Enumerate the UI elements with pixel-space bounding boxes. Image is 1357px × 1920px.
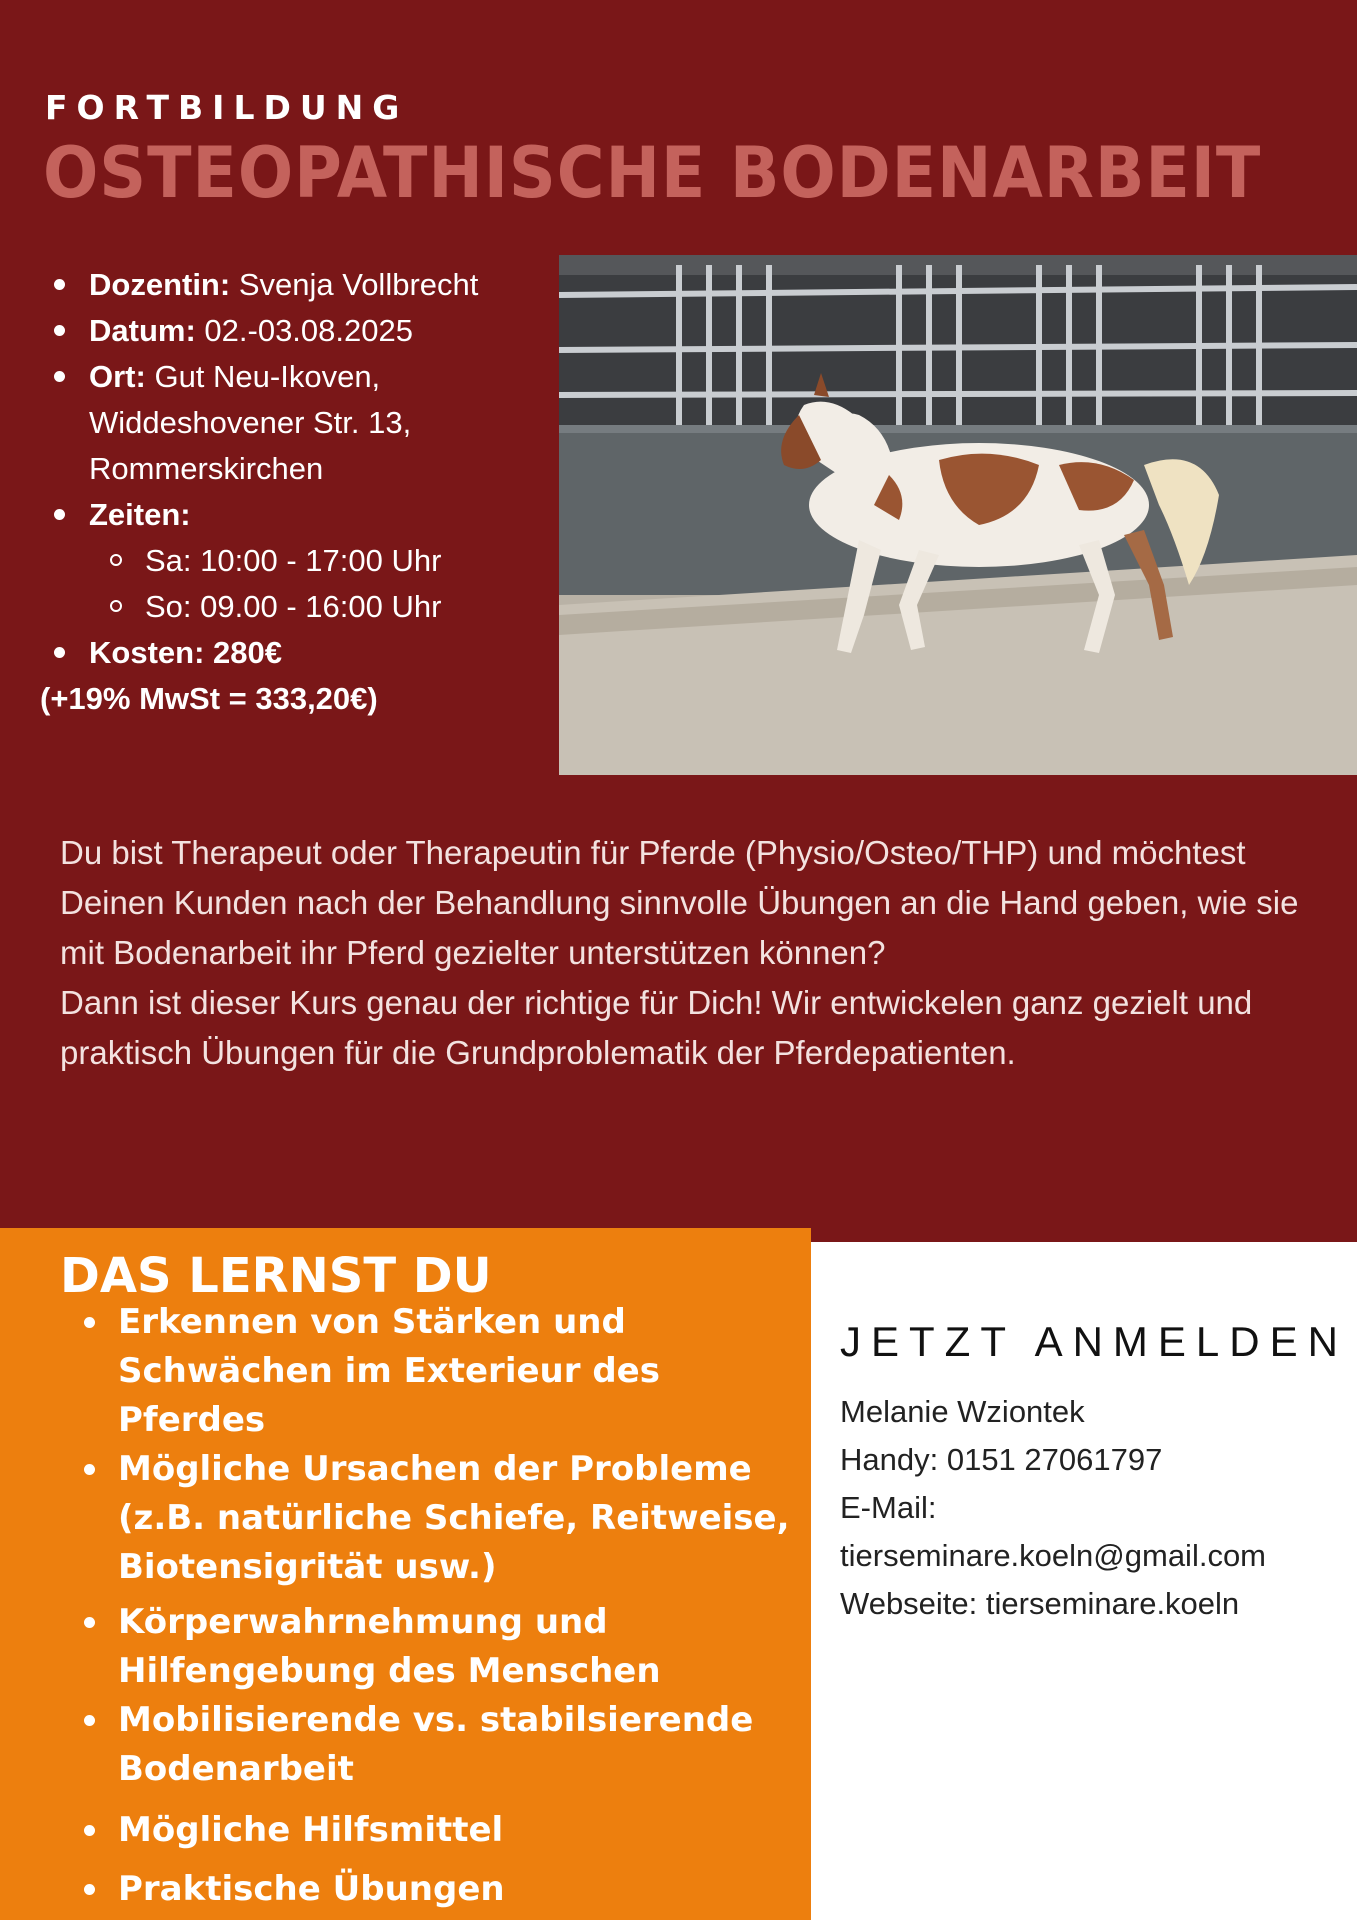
contact-email-label: E-Mail: bbox=[840, 1490, 937, 1525]
learn-item-text: Körperwahrnehmung und Hilfengebung des Menschen bbox=[118, 1602, 661, 1691]
bullet-icon bbox=[84, 1317, 95, 1328]
fact-lecturer-label: Dozentin: bbox=[89, 267, 231, 302]
time-saturday-text: Sa: 10:00 - 17:00 Uhr bbox=[145, 543, 442, 578]
learn-heading: DAS LERNST DU bbox=[60, 1248, 492, 1304]
contact-phone[interactable]: Handy: 0151 27061797 bbox=[840, 1442, 1163, 1477]
fact-location-line3: Rommerskirchen bbox=[89, 451, 324, 486]
fact-cost bbox=[45, 630, 550, 676]
intro-paragraph-1: Du bist Therapeut oder Therapeutin für Pferde (Physio/Osteo/THP) und möchtest Deinen Kunden nach der Behandlung sinnvolle Übungen an die Hand geben, wie sie mit Bodenarbeit ihr Pferd gezielter unterstützen können? bbox=[60, 834, 1299, 971]
learn-item bbox=[80, 1298, 800, 1445]
bullet-icon bbox=[84, 1715, 95, 1726]
contact-details bbox=[840, 1388, 1266, 1628]
circle-bullet-icon bbox=[110, 554, 122, 566]
fact-location bbox=[45, 354, 550, 400]
contact-website[interactable]: Webseite: tierseminare.koeln bbox=[840, 1586, 1240, 1621]
learn-item-text: Mögliche Hilfsmittel bbox=[118, 1810, 504, 1850]
bullet-icon bbox=[84, 1617, 95, 1628]
page-title: OSTEOPATHISCHE BODENARBEIT bbox=[43, 132, 1262, 214]
fact-times bbox=[45, 492, 550, 538]
fact-time-saturday bbox=[45, 538, 550, 584]
bullet-icon bbox=[54, 509, 65, 520]
bullet-icon bbox=[54, 647, 65, 658]
fact-location-label: Ort: bbox=[89, 359, 146, 394]
fact-lecturer bbox=[45, 262, 550, 308]
bullet-icon bbox=[84, 1884, 95, 1895]
learn-item-text: Mögliche Ursachen der Probleme (z.B. natürliche Schiefe, Reitweise, Biotensigrität usw.) bbox=[118, 1449, 790, 1587]
bullet-icon bbox=[54, 371, 65, 382]
signup-heading: JETZT ANMELDEN bbox=[840, 1318, 1348, 1365]
learn-item-text: Erkennen von Stärken und Schwächen im Exterieur des Pferdes bbox=[118, 1302, 660, 1440]
fact-date-label: Datum: bbox=[89, 313, 196, 348]
fact-time-sunday bbox=[45, 584, 550, 630]
fact-location-line1: Gut Neu-Ikoven, bbox=[154, 359, 381, 394]
intro-paragraph-2: Dann ist dieser Kurs genau der richtige für Dich! Wir entwickelen ganz gezielt und praktisch Übungen für die Grundproblematik der Pferdepatienten. bbox=[60, 984, 1253, 1071]
fact-times-label: Zeiten: bbox=[89, 497, 191, 532]
course-facts bbox=[40, 262, 550, 722]
learn-item-text: Mobilisierende vs. stabilsierende Bodenarbeit bbox=[118, 1700, 754, 1789]
horse-photo bbox=[559, 255, 1357, 775]
learn-item bbox=[80, 1865, 800, 1914]
fact-lecturer-value: Svenja Vollbrecht bbox=[238, 267, 479, 302]
learn-item bbox=[80, 1445, 800, 1592]
contact-email[interactable]: tierseminare.koeln@gmail.com bbox=[840, 1538, 1267, 1573]
bullet-icon bbox=[84, 1825, 95, 1836]
learn-item bbox=[80, 1696, 800, 1794]
circle-bullet-icon bbox=[110, 600, 122, 612]
bullet-icon bbox=[84, 1464, 95, 1475]
fact-date-value: 02.-03.08.2025 bbox=[204, 313, 413, 348]
fact-cost-text: Kosten: 280€ bbox=[89, 635, 282, 670]
learn-item bbox=[80, 1806, 800, 1855]
learn-item-text: Praktische Übungen bbox=[118, 1869, 505, 1909]
fact-location-line2: Widdeshovener Str. 13, bbox=[89, 405, 412, 440]
learn-item bbox=[80, 1598, 800, 1696]
bullet-icon bbox=[54, 279, 65, 290]
learn-list bbox=[80, 1298, 800, 1914]
horse-photo-illustration bbox=[559, 255, 1357, 775]
fact-date bbox=[45, 308, 550, 354]
intro-text bbox=[60, 828, 1300, 1078]
bullet-icon bbox=[54, 325, 65, 336]
fact-cost-tax: (+19% MwSt = 333,20€) bbox=[40, 681, 378, 716]
eyebrow-label: FORTBILDUNG bbox=[45, 88, 409, 127]
contact-name: Melanie Wziontek bbox=[840, 1394, 1085, 1429]
time-sunday-text: So: 09.00 - 16:00 Uhr bbox=[145, 589, 442, 624]
